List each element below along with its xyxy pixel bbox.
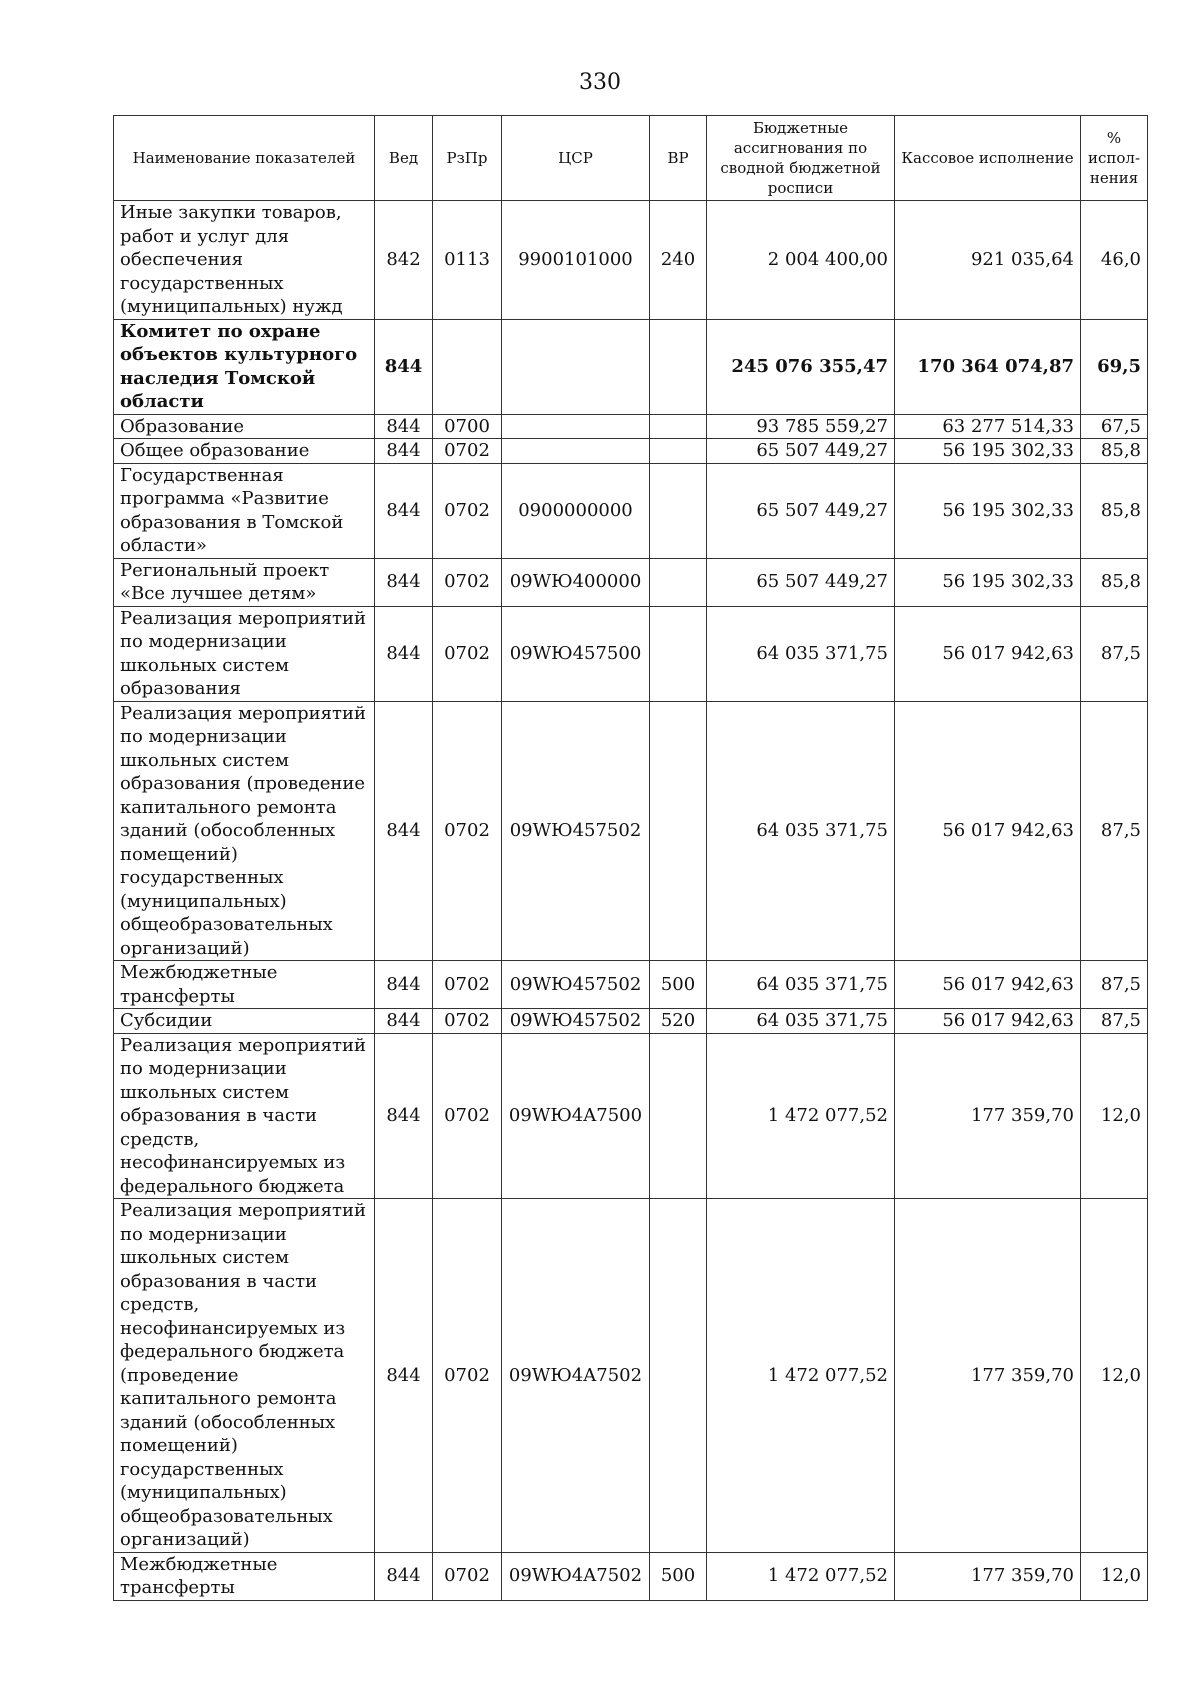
cell-percent: 69,5 <box>1081 319 1148 414</box>
cell-name: Межбюджетные трансферты <box>114 961 375 1009</box>
cell-name: Иные закупки товаров, работ и услуг для обеспечения государственных (муниципальных) нужд <box>114 201 375 320</box>
table-header-row <box>114 116 1148 201</box>
cell-cash: 56 195 302,33 <box>895 463 1081 558</box>
cell-percent: 87,5 <box>1081 701 1148 961</box>
cell-name: Общее образование <box>114 439 375 464</box>
cell-ved: 844 <box>375 701 433 961</box>
table-row <box>114 606 1148 701</box>
cell-csr: 09WЮ457500 <box>502 606 650 701</box>
cell-name: Субсидии <box>114 1009 375 1034</box>
table-row <box>114 319 1148 414</box>
cell-rzpr: 0702 <box>433 961 502 1009</box>
cell-rzpr: 0702 <box>433 701 502 961</box>
cell-rzpr: 0702 <box>433 463 502 558</box>
cell-cash: 56 195 302,33 <box>895 439 1081 464</box>
cell-ved: 844 <box>375 558 433 606</box>
cell-cash: 56 017 942,63 <box>895 1009 1081 1034</box>
cell-ved: 844 <box>375 1199 433 1553</box>
cell-percent: 85,8 <box>1081 558 1148 606</box>
cell-csr: 0900000000 <box>502 463 650 558</box>
cell-ved: 844 <box>375 961 433 1009</box>
cell-ved: 842 <box>375 201 433 320</box>
cell-budget: 2 004 400,00 <box>707 201 895 320</box>
cell-csr: 09WЮ4A7502 <box>502 1199 650 1553</box>
cell-vr <box>650 414 707 439</box>
budget-execution-table <box>113 115 1148 1601</box>
cell-cash: 177 359,70 <box>895 1199 1081 1553</box>
cell-name: Комитет по охране объектов культурного наследия Томской области <box>114 319 375 414</box>
header-ved: Вед <box>375 116 433 201</box>
cell-percent: 12,0 <box>1081 1552 1148 1600</box>
header-percent: % испол-нения <box>1081 116 1148 201</box>
cell-csr: 09WЮ457502 <box>502 701 650 961</box>
cell-cash: 921 035,64 <box>895 201 1081 320</box>
cell-cash: 56 017 942,63 <box>895 701 1081 961</box>
cell-budget: 65 507 449,27 <box>707 558 895 606</box>
cell-cash: 170 364 074,87 <box>895 319 1081 414</box>
cell-budget: 93 785 559,27 <box>707 414 895 439</box>
table-row <box>114 558 1148 606</box>
table-row <box>114 701 1148 961</box>
cell-ved: 844 <box>375 439 433 464</box>
cell-name: Образование <box>114 414 375 439</box>
header-name: Наименование показателей <box>114 116 375 201</box>
cell-csr: 09WЮ457502 <box>502 961 650 1009</box>
cell-vr <box>650 558 707 606</box>
cell-budget: 64 035 371,75 <box>707 701 895 961</box>
cell-name: Государственная программа «Развитие образования в Томской области» <box>114 463 375 558</box>
header-budget: Бюджетные ассигнования по сводной бюджетной росписи <box>707 116 895 201</box>
cell-budget: 64 035 371,75 <box>707 1009 895 1034</box>
cell-name: Реализация мероприятий по модернизации школьных систем образования в части средств, несофинансируемых из федерального бюджета (проведение капитального ремонта зданий (обособленных помещений) государственных (муниципальных) общеобразовательных организаций) <box>114 1199 375 1553</box>
page-number: 330 <box>579 70 621 95</box>
cell-percent: 12,0 <box>1081 1033 1148 1199</box>
cell-ved: 844 <box>375 1033 433 1199</box>
cell-budget: 1 472 077,52 <box>707 1199 895 1553</box>
table-row <box>114 201 1148 320</box>
cell-cash: 177 359,70 <box>895 1033 1081 1199</box>
cell-rzpr: 0702 <box>433 1033 502 1199</box>
cell-name: Реализация мероприятий по модернизации школьных систем образования (проведение капитального ремонта зданий (обособленных помещений) государственных (муниципальных) общеобразовательных организаций) <box>114 701 375 961</box>
cell-rzpr: 0702 <box>433 1552 502 1600</box>
cell-cash: 56 017 942,63 <box>895 961 1081 1009</box>
cell-budget: 1 472 077,52 <box>707 1033 895 1199</box>
cell-budget: 64 035 371,75 <box>707 606 895 701</box>
cell-percent: 85,8 <box>1081 439 1148 464</box>
header-csr: ЦСР <box>502 116 650 201</box>
header-rzpr: РзПр <box>433 116 502 201</box>
cell-vr: 520 <box>650 1009 707 1034</box>
cell-rzpr: 0702 <box>433 606 502 701</box>
cell-rzpr: 0700 <box>433 414 502 439</box>
table-row <box>114 439 1148 464</box>
cell-budget: 65 507 449,27 <box>707 439 895 464</box>
cell-csr <box>502 439 650 464</box>
header-cash: Кассовое исполнение <box>895 116 1081 201</box>
cell-rzpr: 0702 <box>433 1009 502 1034</box>
cell-cash: 56 195 302,33 <box>895 558 1081 606</box>
cell-budget: 1 472 077,52 <box>707 1552 895 1600</box>
cell-csr <box>502 319 650 414</box>
cell-name: Межбюджетные трансферты <box>114 1552 375 1600</box>
cell-cash: 177 359,70 <box>895 1552 1081 1600</box>
cell-budget: 245 076 355,47 <box>707 319 895 414</box>
table-row <box>114 414 1148 439</box>
cell-percent: 46,0 <box>1081 201 1148 320</box>
table-row <box>114 1199 1148 1553</box>
cell-budget: 65 507 449,27 <box>707 463 895 558</box>
cell-name: Реализация мероприятий по модернизации школьных систем образования в части средств, несофинансируемых из федерального бюджета <box>114 1033 375 1199</box>
cell-csr: 09WЮ4A7502 <box>502 1552 650 1600</box>
cell-csr: 09WЮ457502 <box>502 1009 650 1034</box>
cell-vr <box>650 1199 707 1553</box>
cell-name: Региональный проект «Все лучшее детям» <box>114 558 375 606</box>
cell-percent: 85,8 <box>1081 463 1148 558</box>
table-row <box>114 1552 1148 1600</box>
cell-percent: 87,5 <box>1081 961 1148 1009</box>
table-row <box>114 1009 1148 1034</box>
cell-vr: 500 <box>650 1552 707 1600</box>
cell-budget: 64 035 371,75 <box>707 961 895 1009</box>
cell-csr: 9900101000 <box>502 201 650 320</box>
cell-percent: 87,5 <box>1081 606 1148 701</box>
cell-ved: 844 <box>375 1009 433 1034</box>
cell-ved: 844 <box>375 463 433 558</box>
cell-rzpr: 0702 <box>433 1199 502 1553</box>
cell-percent: 87,5 <box>1081 1009 1148 1034</box>
cell-name: Реализация мероприятий по модернизации школьных систем образования <box>114 606 375 701</box>
cell-rzpr <box>433 319 502 414</box>
table-row <box>114 961 1148 1009</box>
cell-vr: 240 <box>650 201 707 320</box>
cell-vr <box>650 701 707 961</box>
cell-ved: 844 <box>375 319 433 414</box>
cell-vr <box>650 319 707 414</box>
cell-vr: 500 <box>650 961 707 1009</box>
cell-ved: 844 <box>375 414 433 439</box>
cell-ved: 844 <box>375 606 433 701</box>
table-row <box>114 1033 1148 1199</box>
cell-percent: 12,0 <box>1081 1199 1148 1553</box>
cell-vr <box>650 463 707 558</box>
cell-csr: 09WЮ4A7500 <box>502 1033 650 1199</box>
cell-rzpr: 0702 <box>433 558 502 606</box>
cell-vr <box>650 606 707 701</box>
cell-rzpr: 0113 <box>433 201 502 320</box>
cell-vr <box>650 439 707 464</box>
cell-cash: 56 017 942,63 <box>895 606 1081 701</box>
header-vr: ВР <box>650 116 707 201</box>
cell-ved: 844 <box>375 1552 433 1600</box>
cell-percent: 67,5 <box>1081 414 1148 439</box>
cell-csr: 09WЮ400000 <box>502 558 650 606</box>
cell-rzpr: 0702 <box>433 439 502 464</box>
cell-vr <box>650 1033 707 1199</box>
cell-cash: 63 277 514,33 <box>895 414 1081 439</box>
cell-csr <box>502 414 650 439</box>
table-row <box>114 463 1148 558</box>
